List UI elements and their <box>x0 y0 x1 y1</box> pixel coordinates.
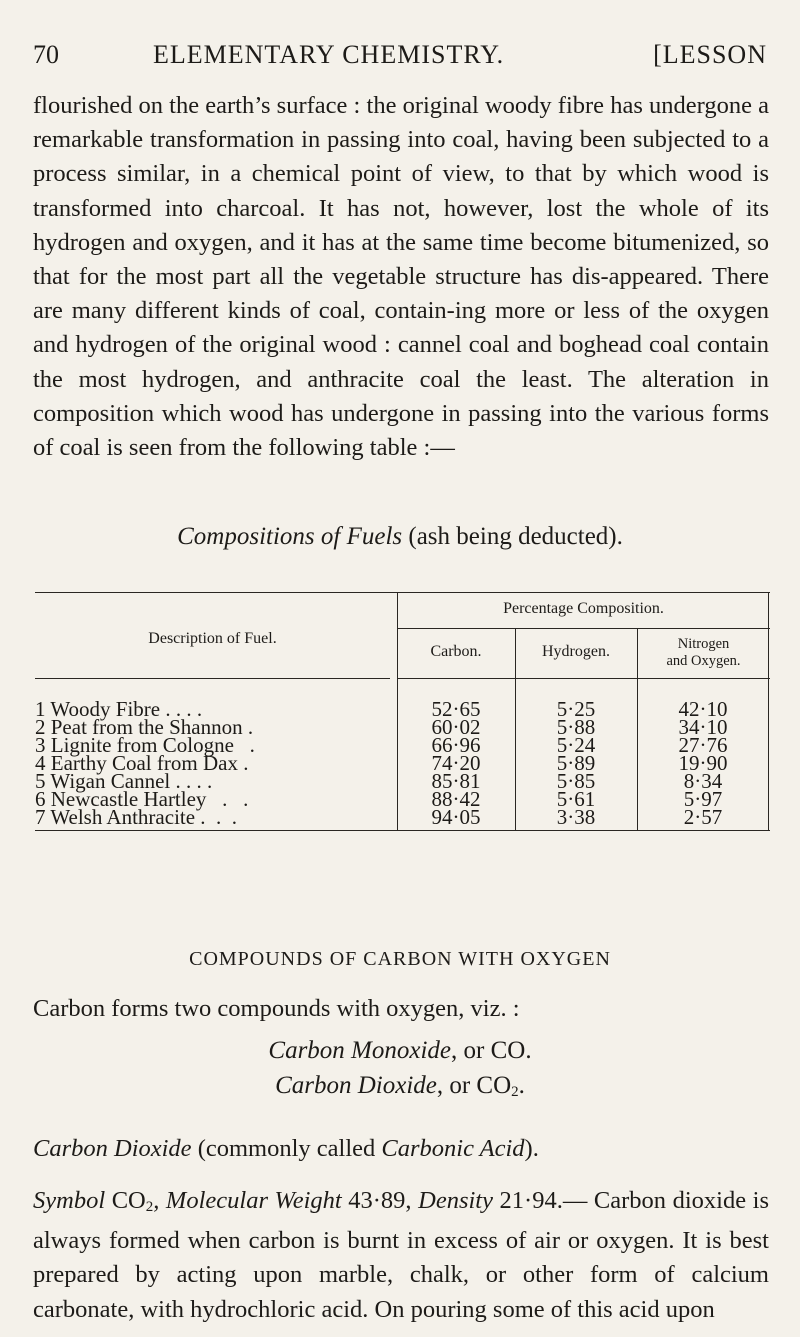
row-hydrogen: 5·25 <box>556 697 596 721</box>
nitrogen-header-line2: and Oxygen. <box>666 653 741 669</box>
density-label: Density <box>418 1187 493 1214</box>
dioxide-heading-end: ). <box>524 1135 539 1162</box>
row-nitrogen-oxygen: 8·34 <box>683 769 723 793</box>
row-nitrogen-oxygen: 34·10 <box>678 715 728 739</box>
row-desc: 7 Welsh Anthracite . . . <box>35 805 238 829</box>
page-number: 70 <box>33 40 59 69</box>
table-row <box>35 805 770 829</box>
lesson-label: [LESSON <box>653 40 767 69</box>
symbol-sub: 2 <box>145 1199 154 1215</box>
row-hydrogen: 5·89 <box>556 751 596 775</box>
table-caption-rest: (ash being deducted). <box>402 523 623 550</box>
nitrogen-oxygen-header <box>637 636 770 670</box>
formula-dioxide-name: Carbon Dioxide <box>275 1072 437 1099</box>
paragraph-coal: flourished on the earth’s surface : the original woody fibre has undergone a remarkable transformation in passing into coal, having been subjected to a process similar, in a chemical point of view, to that by which wood is transformed into charcoal. It has not, however, lost the whole of its hydrogen and oxygen, and it has at the same time become bitumenized, so that for the most part all the vegetable structure has dis-appeared. There are many different kinds of coal, contain-ing more or less of the oxygen and hydrogen of the original wood : cannel coal and boghead coal contain the most hydrogen, and anthracite coal the least. The alteration in composition which wood has undergone in passing into the various forms of coal is seen from the following table :— <box>33 92 769 462</box>
symbol-label: Symbol <box>33 1187 106 1214</box>
row-desc: 3 Lignite from Cologne . <box>35 733 255 757</box>
fuel-composition-table <box>35 592 770 832</box>
molecular-weight-label: , Molecular Weight <box>153 1187 342 1214</box>
formula-monoxide <box>0 1037 800 1065</box>
formula-dioxide <box>0 1072 800 1101</box>
row-hydrogen: 5·88 <box>556 715 596 739</box>
molecular-weight-value: 43·89, <box>341 1187 419 1214</box>
dioxide-heading-italic: Carbon Dioxide <box>33 1135 192 1162</box>
page-header <box>33 40 767 80</box>
row-carbon: 85·81 <box>431 769 481 793</box>
formula-monoxide-name: Carbon Monoxide <box>268 1037 452 1064</box>
row-hydrogen: 3·38 <box>556 805 596 829</box>
row-nitrogen-oxygen: 5·97 <box>683 787 723 811</box>
table-caption-italic: Compositions of Fuels <box>177 523 403 550</box>
row-nitrogen-oxygen: 27·76 <box>678 733 728 757</box>
row-nitrogen-oxygen: 2·57 <box>683 805 723 829</box>
section-heading: COMPOUNDS OF CARBON WITH OXYGEN <box>189 948 611 970</box>
row-desc: 1 Woody Fibre . . . . <box>35 697 203 721</box>
paragraph-dioxide-properties <box>33 1184 769 1327</box>
row-hydrogen: 5·85 <box>556 769 596 793</box>
carbon-header: Carbon. <box>430 643 482 660</box>
density-value: 21·94.— <box>492 1187 588 1214</box>
row-carbon: 74·20 <box>431 751 481 775</box>
row-hydrogen: 5·61 <box>556 787 596 811</box>
paragraph-dioxide-heading <box>33 1132 769 1166</box>
row-nitrogen-oxygen: 42·10 <box>678 697 728 721</box>
dioxide-description: Carbon dioxide is always formed when carbon is burnt in excess of air or oxygen. It is best prepared by acting upon marble, chalk, or other form of calcium carbonate, with hydrochloric acid. On pouring some of this acid upon <box>33 1187 769 1323</box>
formula-dioxide-sub: 2 <box>511 1084 519 1100</box>
row-carbon: 88·42 <box>431 787 481 811</box>
table-caption <box>0 523 800 551</box>
symbol-value: CO <box>105 1187 146 1214</box>
row-desc: 2 Peat from the Shannon . <box>35 715 254 739</box>
dioxide-heading-italic2: Carbonic Acid <box>381 1135 525 1162</box>
formula-monoxide-rest: , or CO. <box>451 1037 532 1064</box>
row-carbon: 52·65 <box>431 697 481 721</box>
desc-header: Description of Fuel. <box>148 630 277 647</box>
row-carbon: 60·02 <box>431 715 481 739</box>
formula-dioxide-rest: , or CO <box>436 1072 512 1099</box>
paragraph-compounds: Carbon forms two compounds with oxygen, viz. : <box>33 995 520 1022</box>
formula-dioxide-end: . <box>518 1072 525 1099</box>
hydrogen-header: Hydrogen. <box>542 643 610 660</box>
row-desc: 5 Wigan Cannel . . . . <box>35 769 213 793</box>
nitrogen-header-line1: Nitrogen <box>677 636 730 652</box>
dioxide-heading-mid: (commonly called <box>191 1135 382 1162</box>
row-carbon: 66·96 <box>431 733 481 757</box>
running-title: ELEMENTARY CHEMISTRY. <box>153 40 505 69</box>
row-desc: 6 Newcastle Hartley . . <box>35 787 249 811</box>
row-nitrogen-oxygen: 19·90 <box>678 751 728 775</box>
row-hydrogen: 5·24 <box>556 733 596 757</box>
row-carbon: 94·05 <box>431 805 481 829</box>
row-desc: 4 Earthy Coal from Dax . <box>35 751 249 775</box>
percentage-header: Percentage Composition. <box>503 600 664 617</box>
